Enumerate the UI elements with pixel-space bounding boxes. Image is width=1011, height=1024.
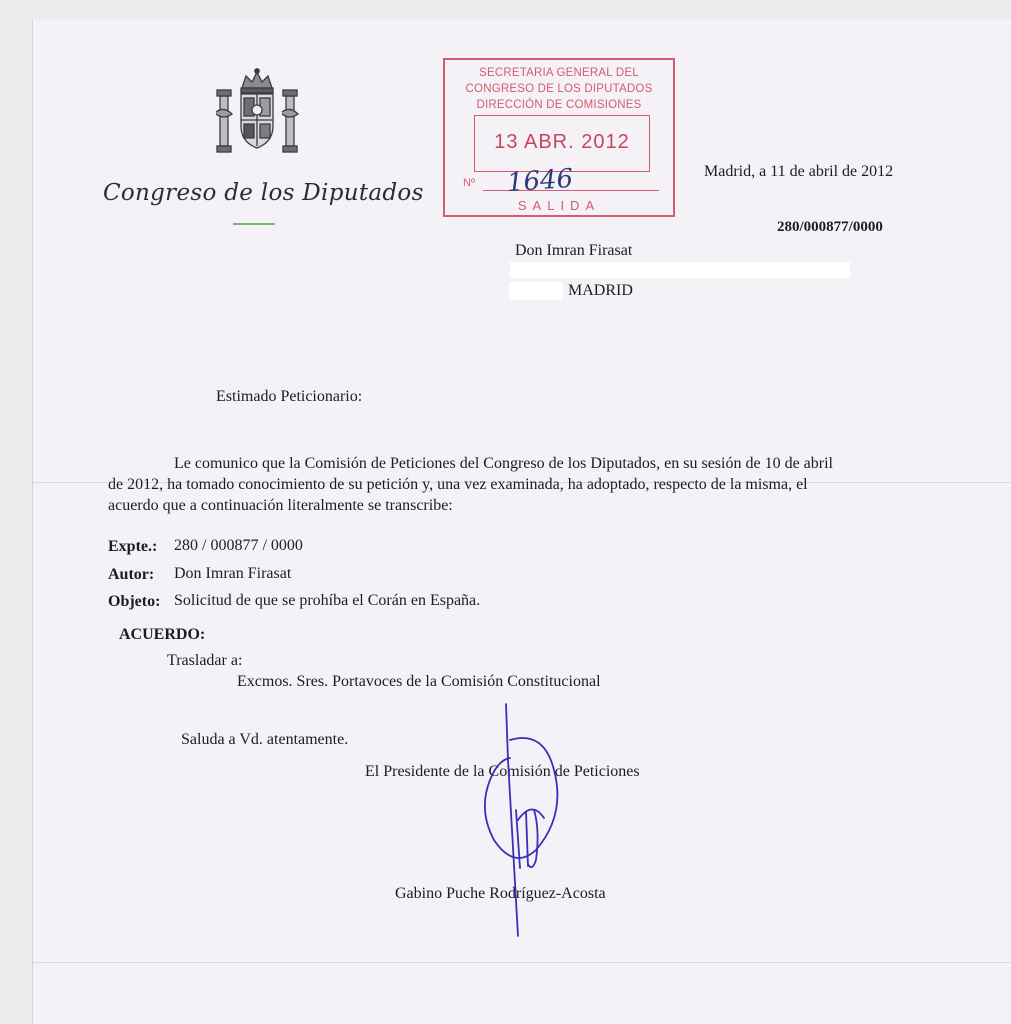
- place-date: Madrid, a 11 de abril de 2012: [704, 163, 894, 180]
- accent-rule: [233, 223, 275, 225]
- agreement-heading: ACUERDO:: [119, 626, 206, 643]
- objeto-value: Solicitud de que se prohíba el Corán en España.: [174, 592, 481, 609]
- recipient-city: MADRID: [568, 282, 633, 299]
- greeting: Estimado Peticionario:: [216, 388, 363, 405]
- signer-name: Gabino Puche Rodríguez-Acosta: [395, 885, 606, 902]
- stamp-number: 1646: [506, 163, 575, 199]
- stamp-number-label: Nº: [463, 177, 475, 189]
- coat-of-arms-icon: [208, 66, 306, 164]
- letter-page: [33, 20, 1011, 1024]
- stamp-line-3: DIRECCIÓN DE COMISIONES: [476, 99, 642, 111]
- stamp-line-1: SECRETARIA GENERAL DEL: [479, 67, 639, 79]
- recipient-name: Don Imran Firasat: [515, 242, 633, 259]
- fold-line: [33, 962, 1011, 963]
- redaction-bar: [509, 282, 563, 300]
- autor-label: Autor:: [108, 566, 155, 583]
- stamp-type: SALIDA: [517, 198, 601, 213]
- signer-title: El Presidente de la Comisión de Peticiones: [365, 763, 640, 780]
- agreement-target: Excmos. Sres. Portavoces de la Comisión Constitucional: [237, 673, 601, 690]
- stamp-line-2: CONGRESO DE LOS DIPUTADOS: [465, 83, 653, 95]
- autor-value: Don Imran Firasat: [174, 565, 292, 582]
- reference-number: 280/000877/0000: [777, 219, 883, 235]
- registry-stamp: [443, 58, 675, 217]
- institution-name: Congreso de los Diputados: [103, 180, 424, 206]
- objeto-label: Objeto:: [108, 593, 161, 610]
- salutation: Saluda a Vd. atentamente.: [181, 731, 349, 748]
- paragraph-line: acuerdo que a continuación literalmente se transcribe:: [108, 497, 453, 514]
- expte-label: Expte.:: [108, 538, 158, 555]
- expte-value: 280 / 000877 / 0000: [174, 537, 303, 554]
- stamp-date: 13 ABR. 2012: [494, 131, 630, 153]
- paragraph-line: de 2012, ha tomado conocimiento de su petición y, una vez examinada, ha adoptado, respecto de la misma, el: [108, 476, 808, 493]
- agreement-action: Trasladar a:: [167, 652, 243, 669]
- redaction-bar: [510, 262, 850, 278]
- handwritten-signature: [474, 700, 584, 940]
- paragraph-line: Le comunico que la Comisión de Peticiones del Congreso de los Diputados, en su sesión de 10 de abril: [174, 455, 833, 472]
